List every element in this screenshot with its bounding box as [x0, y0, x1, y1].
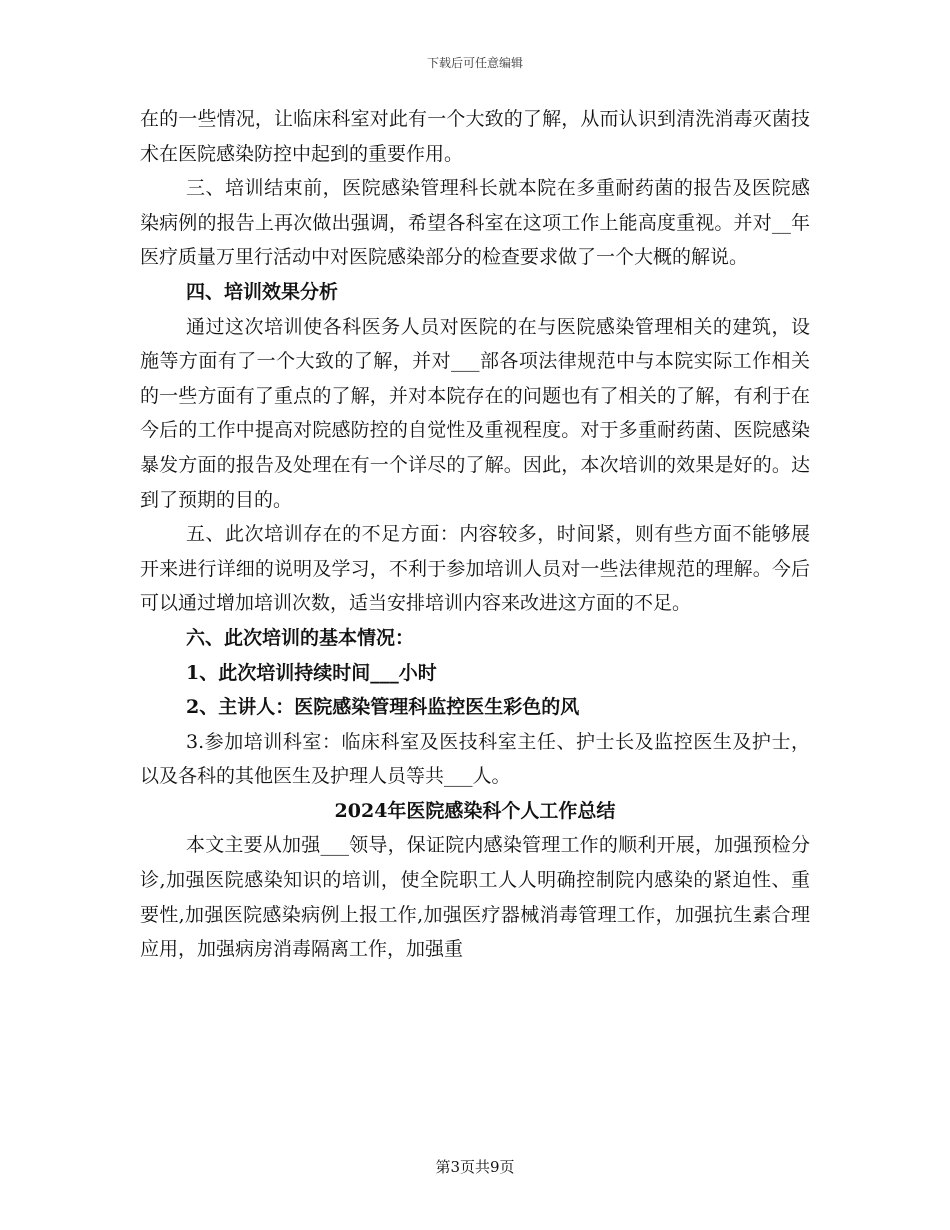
document-body	[140, 102, 810, 967]
paragraph-section-five: 五、此次培训存在的不足方面：内容较多，时间紧，则有些方面不能够展开来进行详细的说明及学习，不利于参加培训人员对一些法律规范的理解。今后可以通过增加培训次数，适当安排培训内容来改进这方面的不足。	[140, 523, 810, 615]
paragraph-summary-intro: 本文主要从加强___领导，保证院内感染管理工作的顺利开展，加强预检分诊,加强医院感染知识的培训，使全院职工人人明确控制院内感染的紧迫性、重要性,加强医院感染病例上报工作,加强医疗器械消毒管理工作，加强抗生素合理应用，加强病房消毒隔离工作，加强重	[140, 834, 810, 961]
list-item-departments: 3.参加培训科室：临床科室及医技科室主任、护士长及监控医生及护士，以及各科的其他医生及护理人员等共___人。	[140, 730, 810, 788]
section-heading-six: 六、此次培训的基本情况：	[186, 626, 415, 649]
page-header: 下载后可任意编辑	[426, 56, 523, 70]
paragraph-continuation: 在的一些情况，让临床科室对此有一个大致的了解，从而认识到清洗消毒灭菌技术在医院感染防控中起到的重要作用。	[140, 108, 810, 165]
paragraph-section-three: 三、培训结束前，医院感染管理科长就本院在多重耐药菌的报告及医院感染病例的报告上再次做出强调，希望各科室在这项工作上能高度重视。并对__年医疗质量万里行活动中对医院感染部分的检查要求做了一个大概的解说。	[140, 177, 810, 269]
document-title: 2024年医院感染科个人工作总结	[334, 799, 616, 822]
list-item-speaker: 2、主讲人：医院感染管理科监控医生彩色的风	[186, 696, 580, 719]
paragraph-effect-analysis: 通过这次培训使各科医务人员对医院的在与医院感染管理相关的建筑，设施等方面有了一个大致的了解，并对___部各项法律规范中与本院实际工作相关的一些方面有了重点的了解，并对本院存在的问题也有了相关的了解，有利于在今后的工作中提高对院感防控的自觉性及重视程度。对于多重耐药菌、医院感染暴发方面的报告及处理在有一个详尽的了解。因此，本次培训的效果是好的。达到了预期的目的。	[140, 315, 810, 511]
section-heading-four: 四、培训效果分析	[186, 280, 339, 303]
page-footer: 第3页共9页	[435, 1158, 515, 1176]
list-item-duration: 1、此次培训持续时间___小时	[186, 661, 437, 684]
